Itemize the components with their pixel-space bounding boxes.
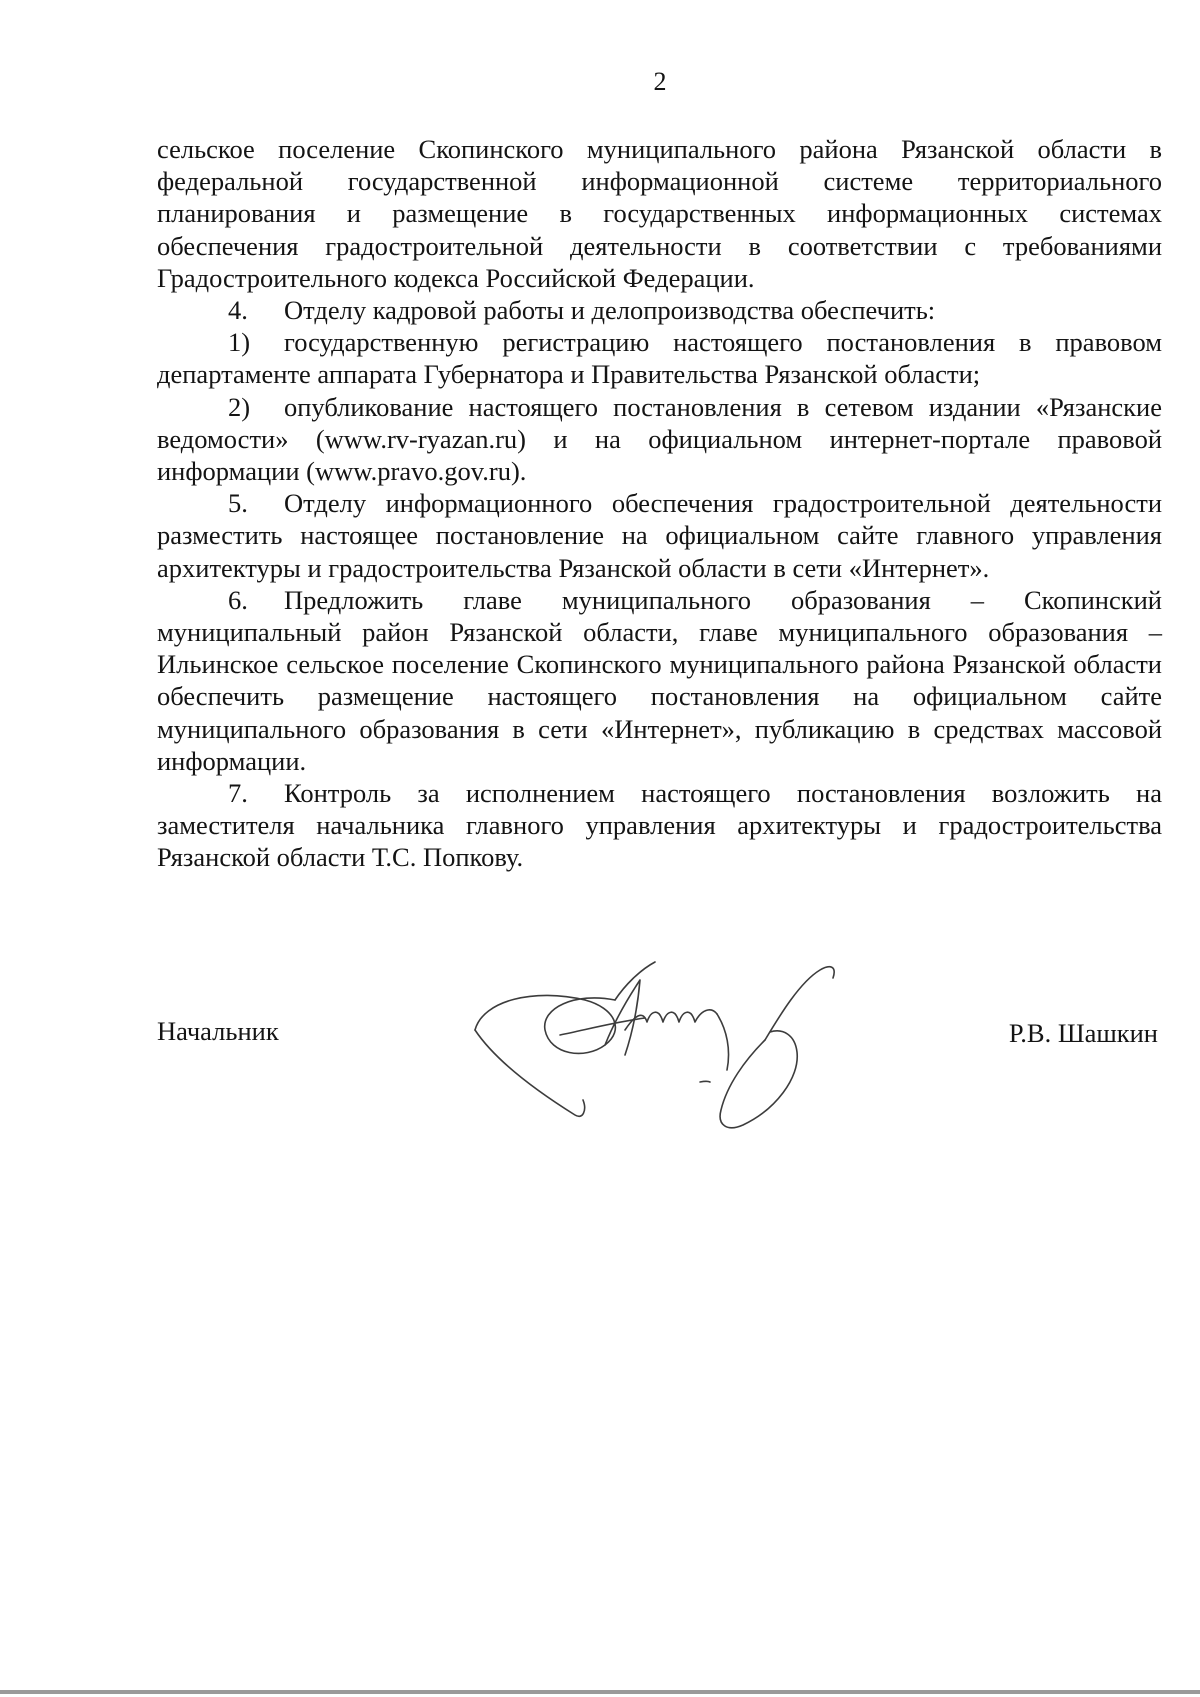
paragraph-text: государственную регистрацию настоящего постановления в правовом департаменте аппарата Губернатора и Правительства Рязанской области;: [157, 327, 1162, 390]
paragraph-number: 5.: [228, 488, 248, 519]
bottom-scan-rule: [0, 1690, 1200, 1694]
paragraph-item-6: [157, 584, 1162, 777]
position-title: Начальник: [157, 1016, 279, 1046]
paragraph-item-4-2: [157, 391, 1162, 488]
paragraph-text: сельское поселение Скопинского муниципального района Рязанской области в федеральной государственной информационной системе территориального планирования и размещение в государственных информационных системах обеспечения градостроительной деятельности в соответствии с требованиями Градостроительного кодекса Российской Федерации.: [157, 134, 1162, 293]
document-body: [157, 133, 1162, 874]
paragraph-number: 7.: [228, 778, 248, 809]
paragraph-text: Отделу информационного обеспечения градостроительной деятельности разместить настоящее постановление на официальном сайте главного управления архитектуры и градостроительства Рязанской области в сети «Интернет».: [157, 488, 1162, 583]
paragraph-continuation: [157, 133, 1162, 294]
paragraph-number: 6.: [228, 584, 248, 615]
paragraph-text: Контроль за исполнением настоящего постановления возложить на заместителя начальника главного управления архитектуры и градостроительства Рязанской области Т.С. Попкову.: [157, 778, 1162, 873]
paragraph-number: 4.: [228, 295, 248, 326]
paragraph-number: 2): [228, 391, 251, 422]
paragraph-text: Предложить главе муниципального образования – Скопинский муниципальный район Рязанской области, главе муниципального образования – Ильинское сельское поселение Скопинского муниципального района Рязанской области обеспечить размещение настоящего постановления на официальном сайте муниципального образования в сети «Интернет», публикацию в средствах массовой информации.: [157, 584, 1162, 776]
paragraph-number: 1): [228, 327, 251, 358]
signer-name: Р.В. Шашкин: [1008, 1018, 1158, 1048]
paragraph-text: Отделу кадровой работы и делопроизводства обеспечить:: [284, 295, 936, 326]
paragraph-item-4-1: [157, 326, 1162, 390]
paragraph-item-7: [157, 777, 1162, 874]
page-number: 2: [653, 67, 667, 96]
handwritten-signature: [465, 960, 875, 1150]
paragraph-text: опубликование настоящего постановления в сетевом издании «Рязанские ведомости» (www.rv-ryazan.ru) и на официальном интернет-портале правовой информации (www.pravo.gov.ru).: [157, 391, 1162, 487]
paragraph-item-4: [157, 294, 1162, 326]
paragraph-item-5: [157, 487, 1162, 584]
